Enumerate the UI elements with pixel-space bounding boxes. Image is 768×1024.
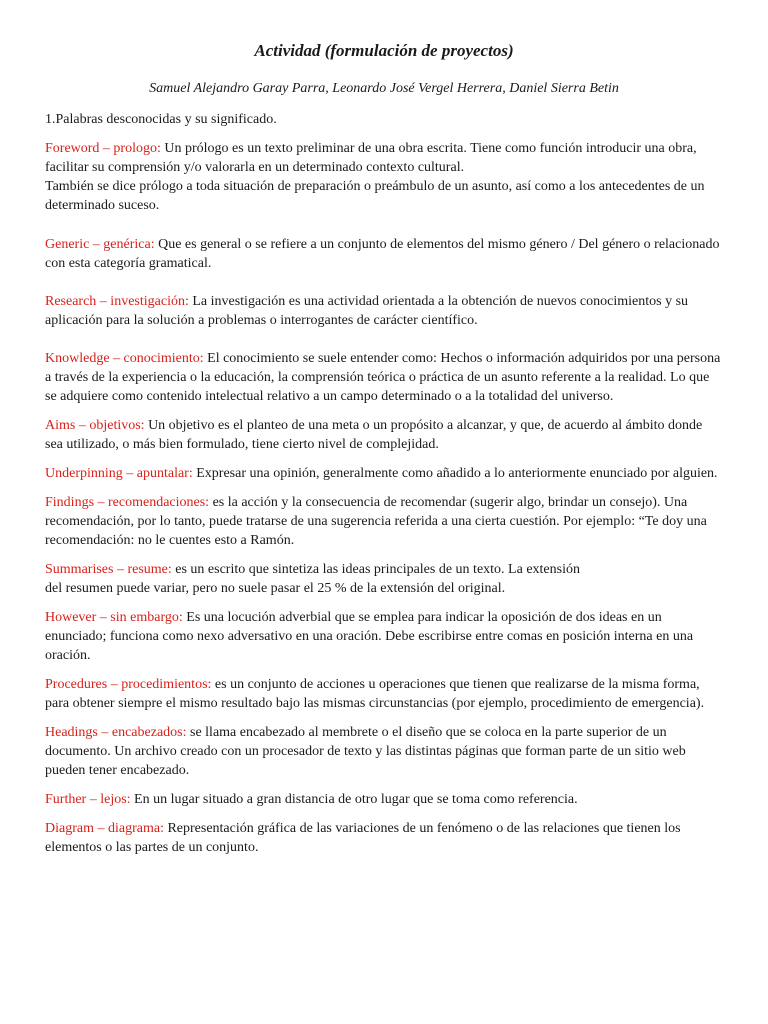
glossary-definition: Es una locución adverbial que se emplea para indicar la oposición de dos ideas en un enunciado; funciona como nexo adversativo en una oración. Debe escribirse entre comas en posición interna en una oración. xyxy=(45,610,694,663)
authors-line: Samuel Alejandro Garay Parra, Leonardo José Vergel Herrera, Daniel Sierra Betin xyxy=(149,81,619,96)
glossary-definition: es un conjunto de acciones u operaciones que tienen que realizarse de la misma forma, para obtener siempre el mismo resultado bajo las mismas circunstancias (por ejemplo, procedimiento de emergencia). xyxy=(45,677,705,711)
glossary-entry-further xyxy=(45,790,723,809)
glossary-definition: se llama encabezado al membrete o el diseño que se coloca en la parte superior de un documento. Un archivo creado con un procesador de texto y las distintas páginas que forman parte de un sitio web pueden tener encabezado. xyxy=(45,725,686,778)
glossary-entry-diagram xyxy=(45,819,723,857)
glossary-term: Procedures – procedimientos: xyxy=(45,677,212,692)
glossary-entry-knowledge xyxy=(45,349,723,406)
glossary-entry-generic xyxy=(45,235,723,273)
glossary-term: Aims – objetivos: xyxy=(45,418,145,433)
glossary-definition: Un prólogo es un texto preliminar de una obra escrita. Tiene como función introducir una obra, facilitar su comprensión y/o valorarla en un determinado contexto cultural. xyxy=(45,141,697,175)
glossary-definition: Representación gráfica de las variaciones de un fenómeno o de las relaciones que tienen los elementos o las partes de un conjunto. xyxy=(45,821,681,855)
glossary-entry-research xyxy=(45,292,723,330)
glossary-term: Underpinning – apuntalar: xyxy=(45,466,193,481)
glossary-term: Headings – encabezados: xyxy=(45,725,187,740)
glossary-term: Findings – recomendaciones: xyxy=(45,495,210,510)
glossary-definition: Un objetivo es el planteo de una meta o un propósito a alcanzar, y que, de acuerdo al ámbito donde sea utilizado, o más bien formulado, tiene cierto nivel de complejidad. xyxy=(45,418,703,452)
glossary-definition-extra: del resumen puede variar, pero no suele pasar el 25 % de la extensión del original. xyxy=(45,581,506,596)
glossary-entry-foreword xyxy=(45,139,723,215)
glossary-term: Knowledge – conocimiento: xyxy=(45,351,204,366)
document-title: Actividad (formulación de proyectos) xyxy=(254,41,514,60)
glossary-term: Foreword – prologo: xyxy=(45,141,161,156)
section-heading: 1.Palabras desconocidas y su significado. xyxy=(45,112,277,127)
glossary-entry-however xyxy=(45,608,723,665)
glossary-term: Research – investigación: xyxy=(45,294,189,309)
glossary-entry-headings xyxy=(45,723,723,780)
glossary-definition: En un lugar situado a gran distancia de otro lugar que se toma como referencia. xyxy=(130,792,578,807)
glossary-term: However – sin embargo: xyxy=(45,610,183,625)
glossary-definition: Que es general o se refiere a un conjunto de elementos del mismo género / Del género o relacionado con esta categoría gramatical. xyxy=(45,237,720,271)
glossary-definition-extra: También se dice prólogo a toda situación de preparación o preámbulo de un asunto, así como a los antecedentes de un determinado suceso. xyxy=(45,179,705,213)
glossary-definition: La investigación es una actividad orientada a la obtención de nuevos conocimientos y su aplicación para la solución a problemas o interrogantes de carácter científico. xyxy=(45,294,689,328)
glossary-entry-summarises xyxy=(45,560,723,598)
glossary-entry-underpinning xyxy=(45,464,723,483)
glossary-term: Generic – genérica: xyxy=(45,237,155,252)
glossary-definition: El conocimiento se suele entender como: Hechos o información adquiridos por una persona a través de la experiencia o la educación, la comprensión teórica o práctica de un asunto referente a la realidad. Lo que se adquiere como contenido intelectual relativo a un campo determinado o a la totalidad del universo. xyxy=(45,351,721,404)
glossary-definition: es la acción y la consecuencia de recomendar (sugerir algo, brindar un consejo). Una recomendación, por lo tanto, puede tratarse de una sugerencia referida a una cierta cuestión. Por ejemplo: “Te doy una recomendación: no le cuentes esto a Ramón. xyxy=(45,495,707,548)
glossary-term: Further – lejos: xyxy=(45,792,131,807)
glossary-term: Diagram – diagrama: xyxy=(45,821,164,836)
glossary-entry-aims xyxy=(45,416,723,454)
glossary-entry-procedures xyxy=(45,675,723,713)
glossary-definition: es un escrito que sintetiza las ideas principales de un texto. La extensión xyxy=(171,562,580,577)
glossary-term: Summarises – resume: xyxy=(45,562,172,577)
glossary-definition: Expresar una opinión, generalmente como añadido a lo anteriormente enunciado por alguien. xyxy=(192,466,718,481)
document-page xyxy=(45,40,723,867)
glossary-entry-findings xyxy=(45,493,723,550)
